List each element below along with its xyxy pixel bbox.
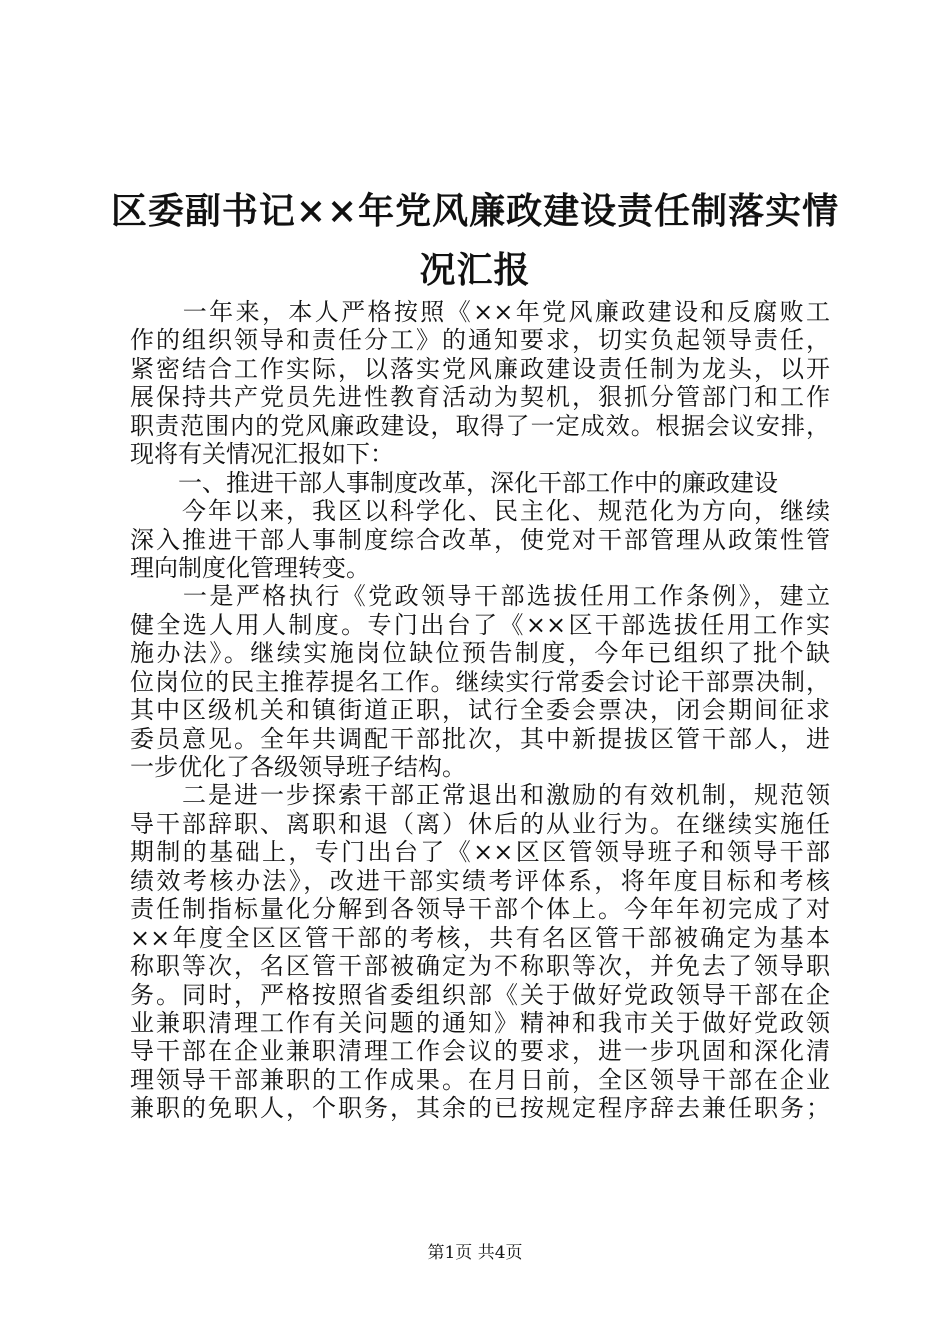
body-text-line: 现将有关情况汇报如下： <box>130 440 394 469</box>
document-title-line-2: 况汇报 <box>419 249 531 291</box>
body-text-line: 一是严格执行《党政领导干部选拔任用工作条例》，建立 <box>130 582 830 611</box>
page-footer: 第1页 共4页 <box>427 1243 523 1263</box>
document-title-line-1: 区委副书记××年党风廉政建设责任制落实情 <box>110 190 840 232</box>
body-text-line: 展保持共产党员先进性教育活动为契机，狠抓分管部门和工作 <box>130 383 830 412</box>
body-text-line: 施办法》。继续实施岗位缺位预告制度，今年已组织了批个缺 <box>130 639 830 668</box>
body-text-line: 绩效考核办法》，改进干部实绩考评体系，将年度目标和考核 <box>130 866 830 895</box>
body-text-line: 业兼职清理工作有关问题的通知》精神和我市关于做好党政领 <box>130 1008 830 1037</box>
body-text-line: 期制的基础上，专门出台了《××区区管领导班子和领导干部 <box>130 838 830 867</box>
body-text-line: 理领导干部兼职的工作成果。在月日前，全区领导干部在企业 <box>130 1065 830 1094</box>
body-text-line: 责任制指标量化分解到各领导干部个体上。今年年初完成了对 <box>130 895 830 924</box>
body-text-line: 健全选人用人制度。专门出台了《××区干部选拔任用工作实 <box>130 610 830 639</box>
body-text-line: 一步优化了各级领导班子结构。 <box>130 753 466 781</box>
body-text-line: 理向制度化管理转变。 <box>130 553 370 582</box>
body-text-line: 导干部在企业兼职清理工作会议的要求，进一步巩固和深化清 <box>130 1037 830 1066</box>
body-text-line: 其中区级机关和镇街道正职，试行全委会票决，闭会期间征求 <box>130 696 830 725</box>
body-text-line: 一、推进干部人事制度改革，深化干部工作中的廉政建设 <box>130 468 778 497</box>
body-text-line: 二是进一步探索干部正常退出和激励的有效机制，规范领 <box>130 781 830 810</box>
body-text-line: 今年以来，我区以科学化、民主化、规范化为方向，继续 <box>130 497 830 526</box>
body-text-line: 务。同时，严格按照省委组织部《关于做好党政领导干部在企 <box>130 980 830 1009</box>
body-text-line: 职责范围内的党风廉政建设，取得了一定成效。根据会议安排， <box>130 411 830 440</box>
body-text-line: 位岗位的民主推荐提名工作。继续实行常委会讨论干部票决制， <box>130 667 830 696</box>
body-text-line: 作的组织领导和责任分工》的通知要求，切实负起领导责任， <box>130 326 830 355</box>
body-text-line: 称职等次，名区管干部被确定为不称职等次，并免去了领导职 <box>130 952 830 981</box>
body-text-line: 兼职的免职人，个职务，其余的已按规定程序辞去兼任职务； <box>130 1094 830 1123</box>
body-text-line: ××年度全区区管干部的考核，共有名区管干部被确定为基本 <box>130 923 830 952</box>
body-text-line: 深入推进干部人事制度综合改革，使党对干部管理从政策性管 <box>130 525 830 554</box>
body-text-line: 一年来，本人严格按照《××年党风廉政建设和反腐败工 <box>130 298 830 326</box>
body-text-line: 紧密结合工作实际，以落实党风廉政建设责任制为龙头，以开 <box>130 354 830 383</box>
body-text-line: 导干部辞职、离职和退（离）休后的从业行为。在继续实施任 <box>130 809 830 838</box>
body-text-line: 委员意见。全年共调配干部批次，其中新提拔区管干部人，进 <box>130 724 830 753</box>
document-body <box>130 298 830 1123</box>
